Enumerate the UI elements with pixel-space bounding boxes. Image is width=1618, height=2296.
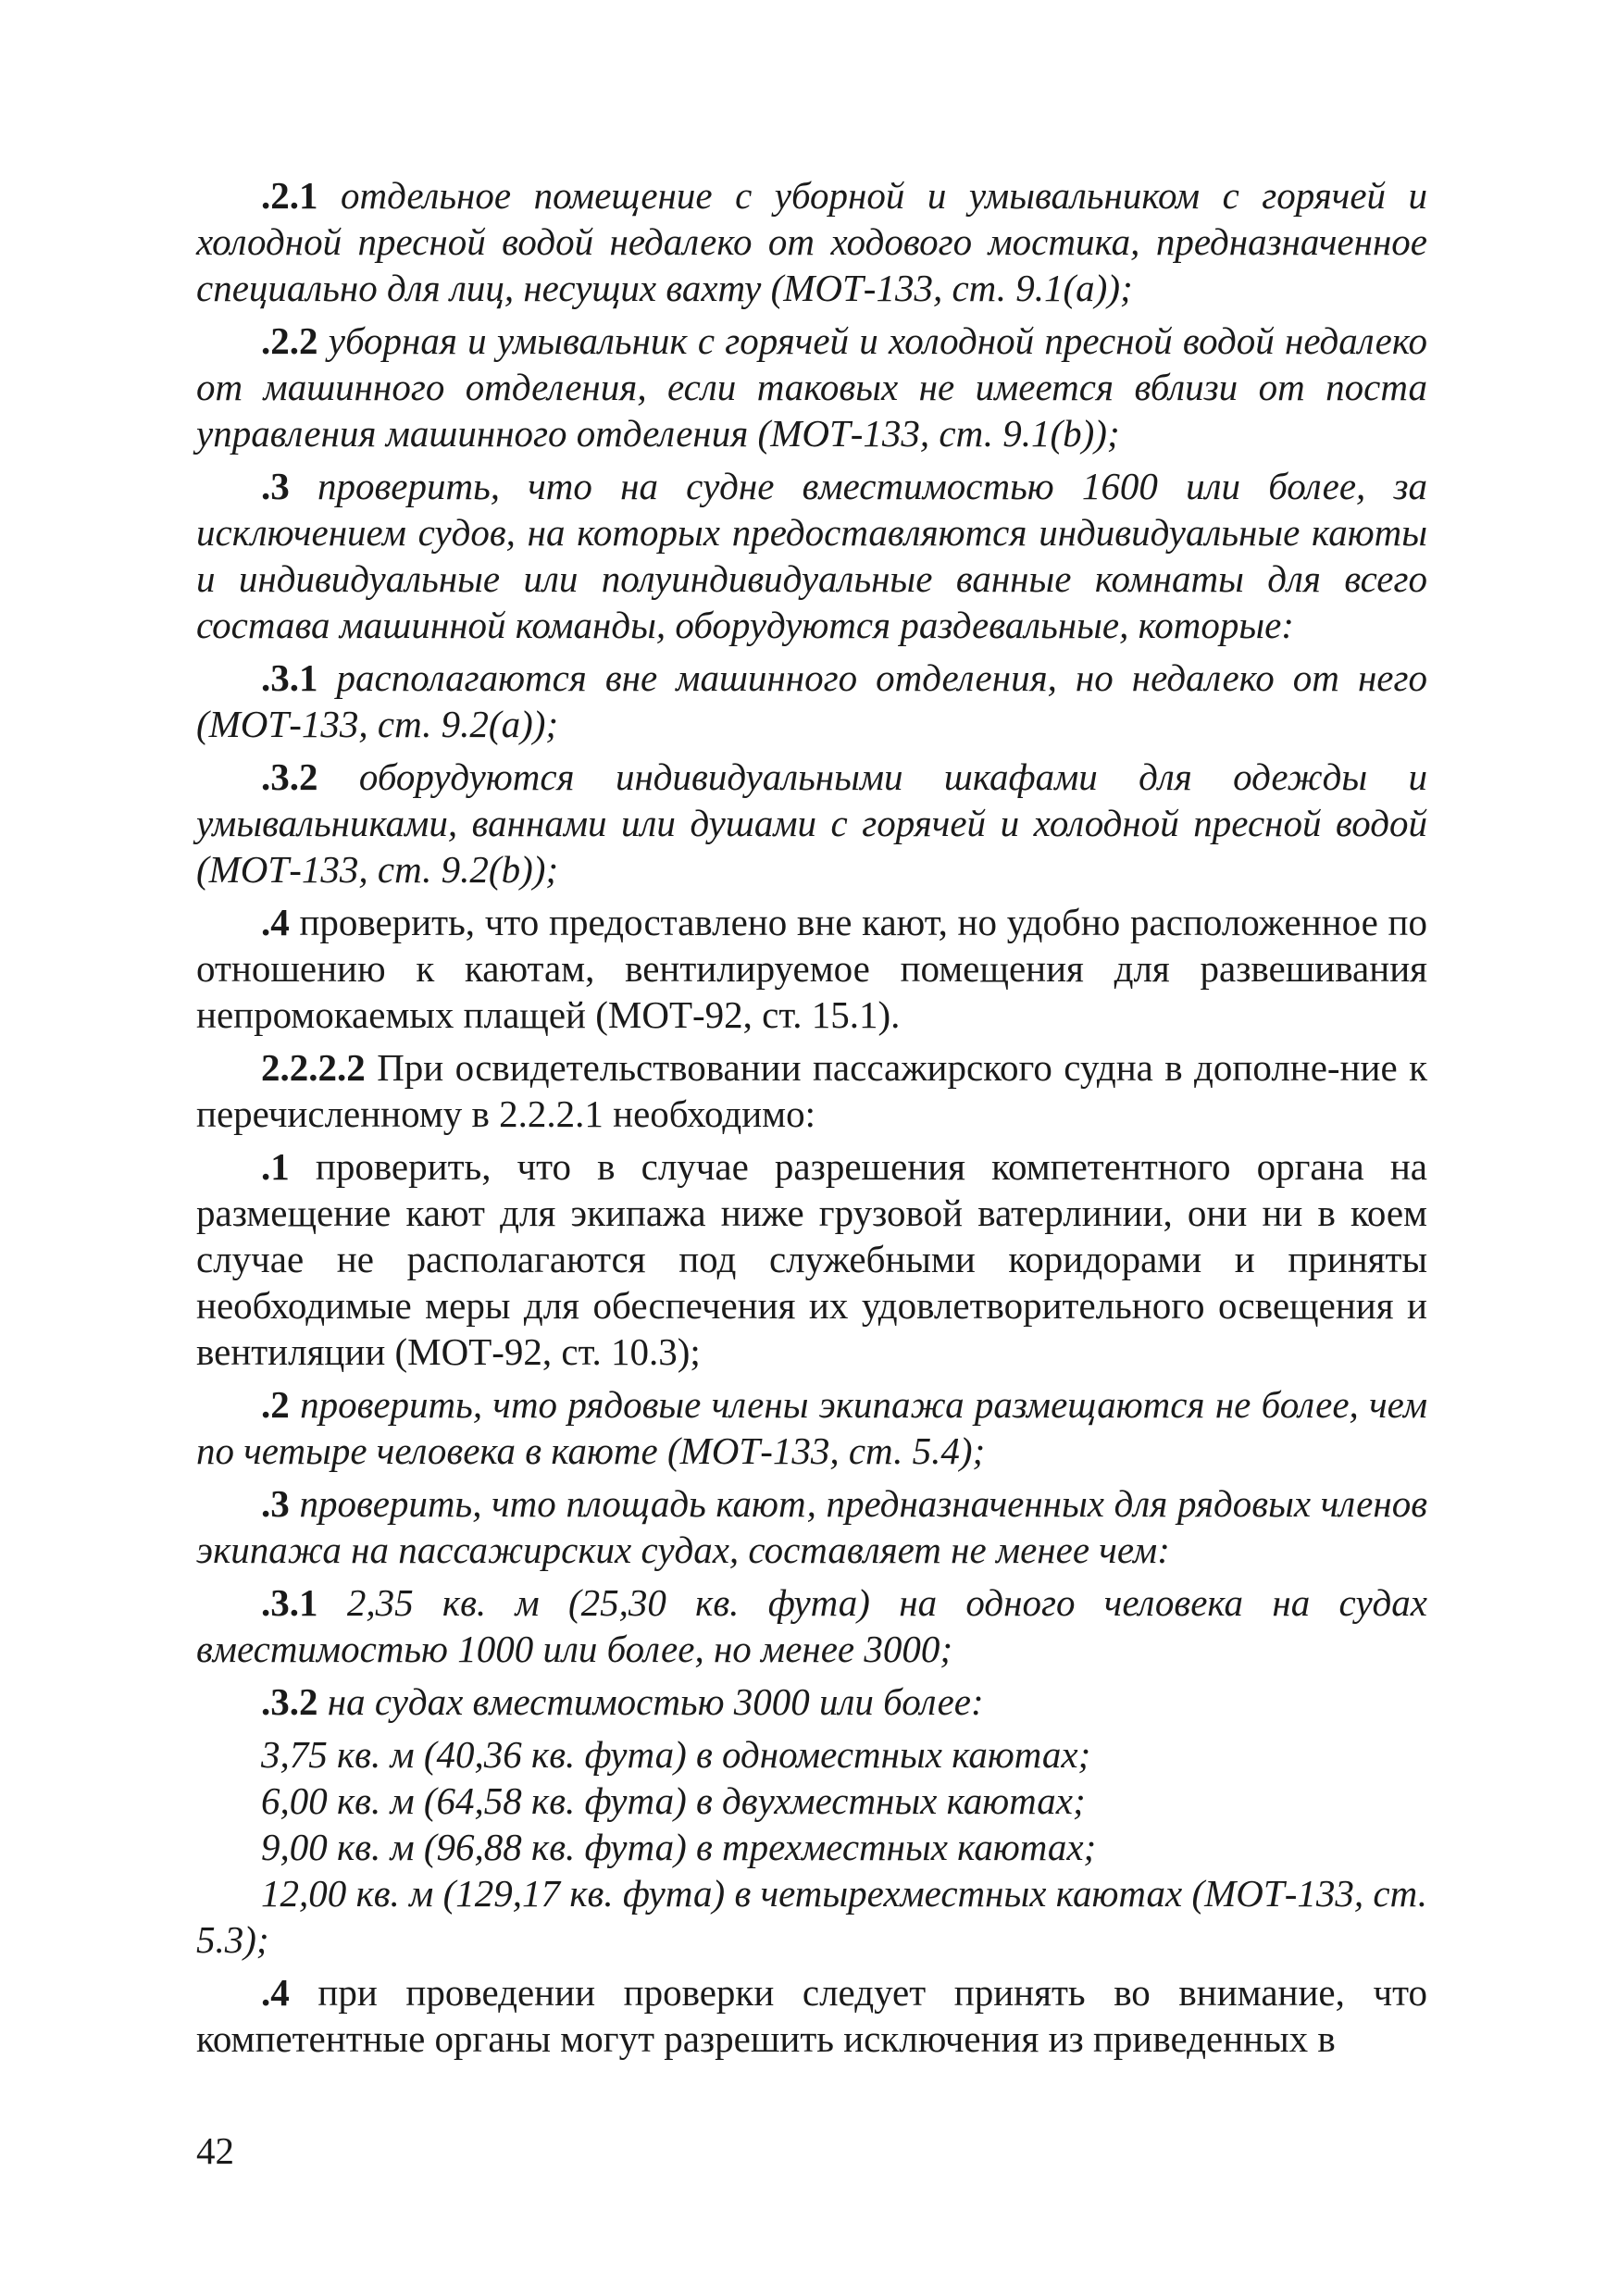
paragraph-2-2-2-2 — [196, 1044, 1427, 1137]
paragraph-text: проверить, что на судне вместимостью 1600 или более, за исключением судов, на которых предоставляются индивидуальные каюты и индивидуальные или полуиндивидуальные ванные комнаты для всего состава машинной команды, оборудуются раздевальные, которые: — [196, 465, 1428, 646]
paragraph-3-2 — [196, 754, 1427, 892]
paragraph-2 — [196, 1381, 1427, 1474]
paragraph-text: оборудуются индивидуальными шкафами для одежды и умывальниками, ваннами или душами с горячей и холодной пресной водой (МОТ-133, ст. 9.2(b)); — [196, 755, 1428, 891]
item-number: .2 — [261, 1383, 290, 1426]
paragraph-text: 3,75 кв. м (40,36 кв. фута) в одноместных каютах; — [261, 1733, 1091, 1776]
page-number: 42 — [196, 2129, 234, 2172]
paragraph-2-2 — [196, 318, 1427, 456]
paragraph-text: при проведении проверки следует принять во внимание, что компетентные органы могут разрешить исключения из приведенных в — [196, 1971, 1427, 2060]
paragraph-text: на судах вместимостью 3000 или более: — [327, 1680, 984, 1723]
paragraph-text: отдельное помещение с уборной и умывальником с горячей и холодной пресной водой недалеко от ходового мостика, предназначенное специально для лиц, несущих вахту (МОТ-133, ст. 9.1(a)); — [196, 174, 1428, 309]
area-line-single — [196, 1731, 1427, 1778]
paragraph-2-1 — [196, 172, 1427, 311]
area-line-quad — [196, 1870, 1427, 1963]
paragraph-text: 12,00 кв. м (129,17 кв. фута) в четырехместных каютах (МОТ-133, ст. 5.3); — [196, 1872, 1427, 1961]
section-number: 2.2.2.2 — [261, 1046, 366, 1089]
paragraph-3 — [196, 463, 1427, 648]
paragraph-4 — [196, 899, 1427, 1038]
page-body — [196, 172, 1427, 2068]
item-number: .2.2 — [261, 319, 318, 362]
paragraph-text: проверить, что площадь кают, предназначенных для рядовых членов экипажа на пассажирских судах, составляет не менее чем: — [196, 1482, 1427, 1571]
paragraph-text: уборная и умывальник с горячей и холодной пресной водой недалеко от машинного отделения, если таковых не имеется вблизи от поста управления машинного отделения (МОТ-133, ст. 9.1(b)); — [196, 319, 1427, 455]
area-line-triple — [196, 1824, 1427, 1870]
paragraph-text: 2,35 кв. м (25,30 кв. фута) на одного человека на судах вместимостью 1000 или более, но менее 3000; — [196, 1581, 1427, 1670]
item-number: .2.1 — [261, 174, 318, 217]
item-number: .4 — [261, 1971, 290, 2014]
paragraph-1 — [196, 1143, 1427, 1375]
item-number: .3.2 — [261, 1680, 318, 1723]
paragraph-text: При освидетельствовании пассажирского судна в дополне-ние к перечисленному в 2.2.2.1 необходимо: — [196, 1046, 1428, 1135]
paragraph-text: располагаются вне машинного отделения, но недалеко от него (МОТ-133, ст. 9.2(a)); — [196, 656, 1427, 745]
paragraph-4-passenger — [196, 1969, 1427, 2062]
item-number: .3.1 — [261, 656, 318, 699]
item-number: .4 — [261, 901, 290, 943]
item-number: .1 — [261, 1145, 290, 1188]
paragraph-text: проверить, что рядовые члены экипажа размещаются не более, чем по четыре человека в каюте (МОТ-133, ст. 5.4); — [196, 1383, 1427, 1472]
area-line-double — [196, 1778, 1427, 1824]
paragraph-text: проверить, что в случае разрешения компетентного органа на размещение кают для экипажа ниже грузовой ватерлинии, они ни в коем случае не располагаются под служебными коридорами и приняты необходимые меры для обеспечения их удовлетворительного освещения и вентиляции (МОТ-92, ст. 10.3); — [196, 1145, 1428, 1373]
paragraph-3-passenger — [196, 1480, 1427, 1573]
paragraph-text: проверить, что предоставлено вне кают, но удобно расположенное по отношению к каютам, вентилируемое помещения для развешивания непромокаемых плащей (МОТ-92, ст. 15.1). — [196, 901, 1427, 1036]
item-number: .3 — [261, 1482, 290, 1525]
item-number: .3.1 — [261, 1581, 318, 1624]
paragraph-3-2-passenger — [196, 1678, 1427, 1725]
paragraph-text: 9,00 кв. м (96,88 кв. фута) в трехместных каютах; — [261, 1826, 1097, 1868]
paragraph-text: 6,00 кв. м (64,58 кв. фута) в двухместных каютах; — [261, 1779, 1086, 1822]
paragraph-3-1 — [196, 655, 1427, 747]
paragraph-3-1-passenger — [196, 1579, 1427, 1672]
item-number: .3.2 — [261, 755, 318, 798]
item-number: .3 — [261, 465, 290, 507]
